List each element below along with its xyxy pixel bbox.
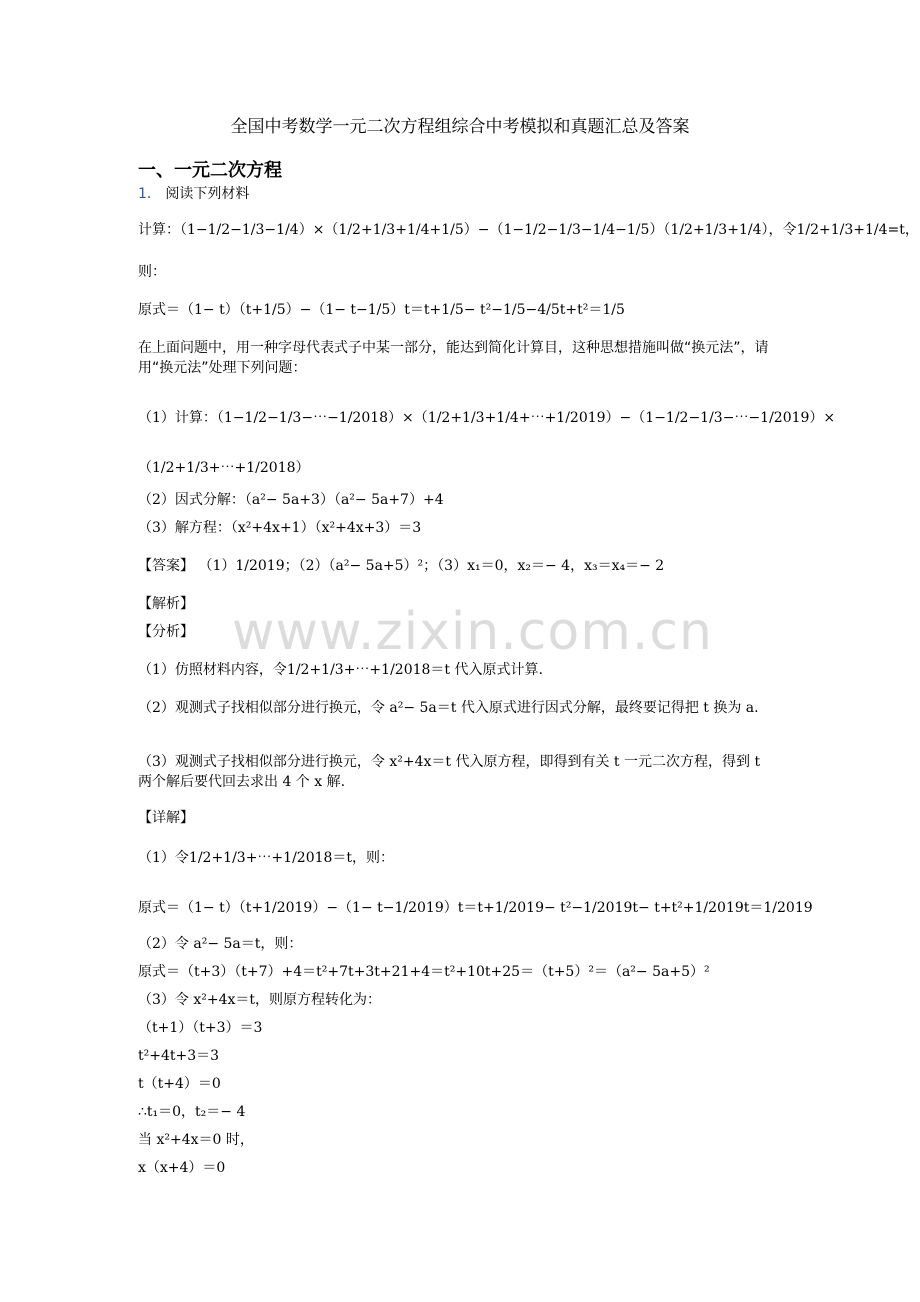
task-3: （3）解方程：（x²+4x+1）（x²+4x+3）＝3 bbox=[138, 520, 422, 536]
task-1-part-b: （1/2+1/3+⋯+1/2018） bbox=[138, 460, 310, 476]
detail-line: （2）令 a²− 5a＝t，则： bbox=[138, 936, 303, 952]
analysis-sub-label: 【分析】 bbox=[138, 624, 194, 640]
detail-line: 当 x²+4x＝0 时， bbox=[138, 1132, 254, 1148]
analysis-point-3: （3）观测式子找相似部分进行换元，令 x²+4x＝t 代入原方程，即得到有关 t 一元二次方程，得到 t 两个解后要代回去求出 4 个 x 解. bbox=[138, 754, 761, 790]
analysis-point-1: （1）仿照材料内容，令1/2+1/3+⋯+1/2018＝t 代入原式计算. bbox=[138, 662, 543, 678]
detail-line: t（t+4）＝0 bbox=[138, 1076, 221, 1092]
task-1-part-a: （1）计算：（1−1/2−1/3−⋯−1/2018）×（1/2+1/3+1/4+⋯+1/2019）−（1−1/2−1/3−⋯−1/2019）× bbox=[138, 410, 836, 426]
detail-label: 【详解】 bbox=[138, 810, 194, 826]
detail-line: t²+4t+3＝3 bbox=[138, 1048, 220, 1064]
detail-line: ∴t₁＝0，t₂＝− 4 bbox=[138, 1104, 246, 1120]
task-2: （2）因式分解：（a²− 5a+3）（a²− 5a+7）+4 bbox=[138, 492, 444, 508]
question-intro: 阅读下列材料 bbox=[165, 186, 250, 202]
answer-block bbox=[138, 556, 664, 576]
question-number: 1． bbox=[138, 186, 161, 202]
page-title: 全国中考数学一元二次方程组综合中考模拟和真题汇总及答案 bbox=[230, 117, 690, 137]
analysis-label: 【解析】 bbox=[138, 596, 194, 612]
analysis-point-2: （2）观测式子找相似部分进行换元，令 a²− 5a＝t 代入原式进行因式分解，最终要记得把 t 换为 a. bbox=[138, 700, 759, 716]
detail-line: （t+1）（t+3）＝3 bbox=[138, 1020, 263, 1036]
material-explanation: 在上面问题中，用一种字母代表式子中某一部分，能达到简化计算目，这种思想措施叫做“换元法”，请用“换元法”处理下列问题： bbox=[138, 340, 769, 376]
answer-text: （1）1/2019；（2）（a²− 5a+5）²；（3）x₁＝0，x₂＝− 4，x₃＝x₄＝− 2 bbox=[198, 558, 665, 574]
detail-line: 原式＝（1− t）（t+1/2019）−（1− t−1/2019）t＝t+1/2019− t²−1/2019t− t+t²+1/2019t＝1/2019 bbox=[138, 900, 813, 916]
detail-line: （3）令 x²+4x＝t，则原方程转化为： bbox=[138, 992, 382, 1008]
material-then: 则： bbox=[138, 264, 166, 280]
material-calculation: 计算：（1−1/2−1/3−1/4）×（1/2+1/3+1/4+1/5）−（1−1/2−1/3−1/4−1/5）（1/2+1/3+1/4），令1/2+1/3+1/4=t， bbox=[138, 222, 919, 238]
section-heading: 一、一元二次方程 bbox=[138, 160, 282, 181]
detail-line: （1）令1/2+1/3+⋯+1/2018＝t，则： bbox=[138, 850, 395, 866]
answer-label: 【答案】 bbox=[138, 558, 194, 574]
detail-line: 原式＝（t+3）（t+7）+4＝t²+7t+3t+21+4＝t²+10t+25＝（t+5）²＝（a²− 5a+5）² bbox=[138, 964, 710, 980]
question-header bbox=[138, 184, 249, 204]
detail-line: x（x+4）＝0 bbox=[138, 1160, 226, 1176]
watermark: www.zixin.com.cn bbox=[232, 602, 713, 662]
material-original: 原式＝（1− t）（t+1/5）−（1− t−1/5）t＝t+1/5− t²−1/5−4/5t+t²＝1/5 bbox=[138, 302, 625, 318]
